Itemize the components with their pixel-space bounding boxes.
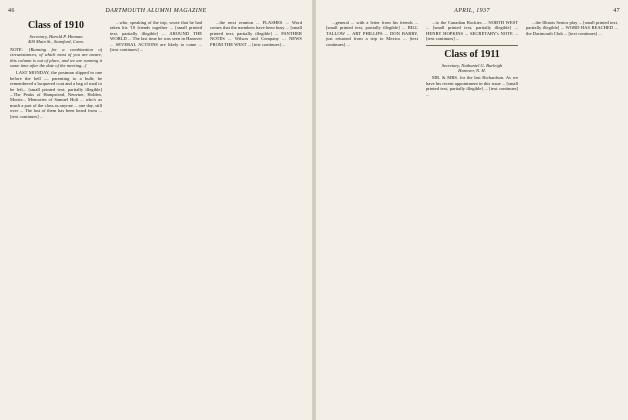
- column: [210, 20, 302, 414]
- class-officers: Secretary, Harold P. Hinman 400 Main St., Stamford, Conn.: [28, 34, 84, 45]
- class-heading: Class of 1910: [27, 20, 85, 31]
- column-text: ...to the Canadian Rockies ... NORTH WEST ... [small printed text, partially illegible] ... HENRY HOPKINS ... SECRETARY's NOTE ... [text continues] ...: [426, 20, 518, 42]
- running-head-left: [8, 6, 304, 16]
- column-text: ...who, speaking of the trip, wrote that he had taken his '10 friends together ... [small printed text, partially illegible] ... AROUND THE WORLD ... The last time he was seen in Hanover ... SEVERAL ACTIONS are likely to come ... [text continues] ...: [110, 20, 202, 53]
- right-page: [316, 0, 628, 420]
- right-columns: [326, 20, 618, 414]
- left-page: [0, 0, 312, 420]
- left-columns: [10, 20, 302, 414]
- column: [426, 20, 518, 414]
- intro-note: NOTE: [Running for a combination of circumstances, of which most of you are aware, this column is out of place, and we are running it some time after the date of the meeting...]: [10, 46, 102, 69]
- page-number: 46: [8, 8, 15, 14]
- divider: [426, 45, 518, 46]
- class-officers: Secretary, Nathaniel G. Burleigh Hanover, N. H.: [441, 62, 503, 74]
- running-head-right: [324, 6, 620, 16]
- column: [10, 20, 102, 414]
- column-text: ...general ... with a letter from his friends ... [small printed text, partially illegible] ... BILL TALLOW ... ART PHILLIPS ... DON BARRY, just returned from a trip to Mexico ... [text continues] ...: [326, 20, 418, 47]
- column-text: ...the next reunion ... FLASHES ... Word comes that the members have been busy ... [small printed text, partially illegible] ... PANTHER NOTES ... Wilson and Company ... NEWS FROM THE WEST ... [text continues] ...: [210, 20, 302, 47]
- column-text: LAST MONDAY, the postman slipped in one before the bell — parenting to a bulb; he remembered a lacquered coat and a bag of mail to be left... [small printed text, partially illegible] ...The Peaks of Hampstead, Neuvine, Holden, Moritz... Memories of Samuel Holt ... who's as much a part of the class as anyone ... one day, still over ... The last of them has been heard from ... [text continues] ...: [10, 70, 102, 119]
- column-text: ...the Illinois Senior play ... [small printed text, partially illegible] ... WORD HAS REACHED ... the Dartmouth Club ... [text continues] ...: [526, 20, 618, 36]
- column: [526, 20, 618, 414]
- column: [110, 20, 202, 414]
- magazine-title: DARTMOUTH ALUMNI MAGAZINE: [105, 8, 207, 14]
- column-text: MR. & MRS. for the last Richardson. As we have his recent appointment in this issue ... [small printed text, partially illegible] ... [text continues] ...: [426, 75, 518, 97]
- column: [326, 20, 418, 414]
- page-number: 47: [613, 8, 620, 14]
- issue-date: APRIL, 1937: [454, 8, 490, 14]
- class-heading: Class of 1911: [444, 48, 500, 60]
